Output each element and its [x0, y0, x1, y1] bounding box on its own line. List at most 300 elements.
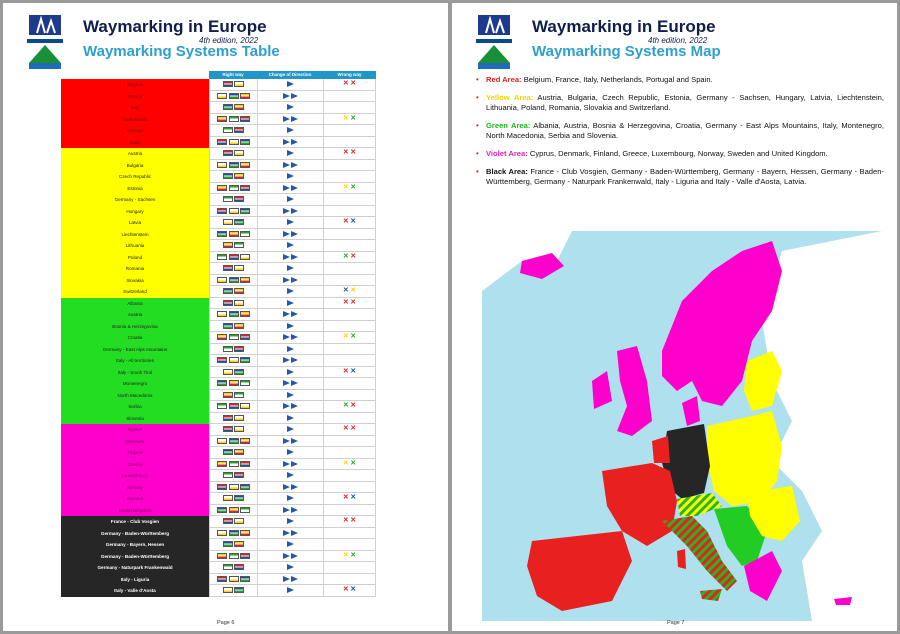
direction-arrow-icon	[291, 438, 298, 444]
waymark-symbol-icon	[240, 484, 250, 490]
direction-arrow-icon	[283, 254, 290, 260]
waymark-symbol-icon	[229, 311, 239, 317]
waymark-symbol-icon	[223, 127, 233, 133]
waymark-symbol-icon	[240, 277, 250, 283]
waymark-symbol-icon	[234, 104, 244, 110]
direction-arrow-icon	[287, 449, 294, 455]
direction-arrow-icon	[291, 277, 298, 283]
wrong-way-cell	[323, 332, 376, 344]
direction-arrow-icon	[291, 162, 298, 168]
country-label: Cyprus	[61, 424, 209, 436]
wrong-way-cell	[323, 447, 376, 459]
change-direction-cell	[257, 137, 323, 149]
waymark-symbol-icon	[229, 208, 239, 214]
waymark-symbol-icon	[240, 93, 250, 99]
waymark-symbol-icon	[234, 242, 244, 248]
waymark-symbol-icon	[223, 242, 233, 248]
waymark-symbol-icon	[223, 426, 233, 432]
country-label: Lithuania	[61, 240, 209, 252]
direction-arrow-icon	[283, 507, 290, 513]
change-direction-cell	[257, 424, 323, 436]
table-row	[61, 148, 376, 160]
wrong-way-cell	[323, 505, 376, 517]
change-direction-cell	[257, 114, 323, 126]
waymark-symbol-icon	[234, 449, 244, 455]
table-row	[61, 263, 376, 275]
waymark-symbol-icon	[223, 323, 233, 329]
table-row	[61, 125, 376, 137]
right-way-cell	[209, 102, 257, 114]
right-way-cell	[209, 91, 257, 103]
direction-arrow-icon	[283, 403, 290, 409]
waymark-symbol-icon	[223, 449, 233, 455]
right-way-cell	[209, 551, 257, 563]
direction-arrow-icon	[291, 311, 298, 317]
country-label: Finland	[61, 447, 209, 459]
wrong-way-cell	[323, 321, 376, 333]
direction-arrow-icon	[283, 334, 290, 340]
direction-arrow-icon	[283, 484, 290, 490]
waymark-symbol-icon	[240, 208, 250, 214]
waymark-symbol-icon	[229, 403, 239, 409]
waymark-symbol-icon	[234, 472, 244, 478]
change-direction-cell	[257, 321, 323, 333]
wrong-way-icon: ✕	[342, 149, 349, 157]
right-way-cell	[209, 137, 257, 149]
direction-arrow-icon	[287, 196, 294, 202]
wrong-way-cell	[323, 470, 376, 482]
waymark-symbol-icon	[240, 139, 250, 145]
direction-arrow-icon	[287, 518, 294, 524]
direction-arrow-icon	[287, 242, 294, 248]
wrong-way-icon: ✕	[342, 333, 349, 341]
wrong-way-icon: ✕	[350, 333, 357, 341]
wrong-way-icon: ✕	[350, 402, 357, 410]
waymark-symbol-icon	[229, 357, 239, 363]
table-row	[61, 424, 376, 436]
right-way-cell	[209, 505, 257, 517]
wrong-way-icon: ✕	[342, 80, 349, 88]
country-label: Albania	[61, 298, 209, 310]
right-way-cell	[209, 183, 257, 195]
legend-item	[476, 121, 884, 141]
country-label: Croatia	[61, 332, 209, 344]
table-row	[61, 91, 376, 103]
direction-arrow-icon	[283, 357, 290, 363]
direction-arrow-icon	[291, 357, 298, 363]
change-direction-cell	[257, 79, 323, 91]
waymark-symbol-icon	[229, 277, 239, 283]
direction-arrow-icon	[283, 576, 290, 582]
country-label: North Macedonia	[61, 390, 209, 402]
waymark-symbol-icon	[240, 116, 250, 122]
waymark-symbol-icon	[223, 219, 233, 225]
legend-item	[476, 75, 884, 85]
wrong-way-cell	[323, 114, 376, 126]
waymark-symbol-icon	[234, 587, 244, 593]
wrong-way-icon: ✕	[342, 425, 349, 433]
waymark-symbol-icon	[240, 185, 250, 191]
waymark-symbol-icon	[240, 162, 250, 168]
direction-arrow-icon	[287, 392, 294, 398]
bullet-icon: •	[476, 149, 479, 158]
change-direction-cell	[257, 252, 323, 264]
waymark-symbol-icon	[240, 334, 250, 340]
wrong-way-cell	[323, 171, 376, 183]
waymark-symbol-icon	[217, 208, 227, 214]
right-way-cell	[209, 194, 257, 206]
wrong-way-cell	[323, 102, 376, 114]
wrong-way-icon: ✕	[342, 494, 349, 502]
wrong-way-cell	[323, 79, 376, 91]
direction-arrow-icon	[291, 254, 298, 260]
direction-arrow-icon	[283, 461, 290, 467]
wrong-way-icon: ✕	[350, 149, 357, 157]
wrong-way-icon: ✕	[342, 551, 349, 559]
wrong-way-cell	[323, 160, 376, 172]
wrong-way-cell	[323, 206, 376, 218]
waymark-symbol-icon	[234, 346, 244, 352]
waymark-symbol-icon	[223, 150, 233, 156]
change-direction-cell	[257, 459, 323, 471]
change-direction-cell	[257, 585, 323, 597]
waymark-symbol-icon	[229, 254, 239, 260]
waymark-symbol-icon	[234, 369, 244, 375]
country-label: Italy	[61, 102, 209, 114]
country-label: France	[61, 91, 209, 103]
change-direction-cell	[257, 470, 323, 482]
direction-arrow-icon	[291, 208, 298, 214]
direction-arrow-icon	[291, 461, 298, 467]
table-row	[61, 79, 376, 91]
change-direction-cell	[257, 171, 323, 183]
bullet-icon: •	[476, 93, 479, 102]
change-direction-cell	[257, 183, 323, 195]
waymark-symbol-icon	[223, 564, 233, 570]
table-row	[61, 413, 376, 425]
page-subtitle: Waymarking Systems Map	[532, 43, 721, 60]
change-direction-cell	[257, 378, 323, 390]
waymark-symbol-icon	[234, 196, 244, 202]
wrong-way-cell	[323, 367, 376, 379]
change-direction-cell	[257, 539, 323, 551]
wrong-way-cell	[323, 516, 376, 528]
waymark-symbol-icon	[217, 162, 227, 168]
right-way-cell	[209, 539, 257, 551]
wrong-way-cell	[323, 424, 376, 436]
waymark-symbol-icon	[240, 530, 250, 536]
waymark-symbol-icon	[217, 185, 227, 191]
country-label: Norway	[61, 482, 209, 494]
header-wrong-way: Wrong way	[337, 72, 362, 77]
wrong-way-cell	[323, 585, 376, 597]
waymark-symbol-icon	[217, 139, 227, 145]
page-6	[3, 3, 448, 631]
direction-arrow-icon	[287, 81, 294, 87]
wrong-way-icon: ✕	[350, 218, 357, 226]
table-row	[61, 114, 376, 126]
wrong-way-cell	[323, 252, 376, 264]
waymark-symbol-icon	[217, 334, 227, 340]
edition-label: 4th edition, 2022	[199, 36, 259, 45]
direction-arrow-icon	[283, 277, 290, 283]
table-row	[61, 171, 376, 183]
wrong-way-icon: ✕	[350, 551, 357, 559]
change-direction-cell	[257, 91, 323, 103]
waymark-symbol-icon	[229, 438, 239, 444]
waymark-symbol-icon	[217, 93, 227, 99]
country-label: Romania	[61, 263, 209, 275]
edition-label: 4th edition, 2022	[648, 36, 708, 45]
wrong-way-cell	[323, 551, 376, 563]
waymark-symbol-icon	[234, 219, 244, 225]
waymark-symbol-icon	[240, 311, 250, 317]
direction-arrow-icon	[287, 288, 294, 294]
country-label: Bulgaria	[61, 160, 209, 172]
waymark-symbol-icon	[234, 518, 244, 524]
page-number: Page 6	[217, 620, 235, 626]
table-row	[61, 539, 376, 551]
table-row	[61, 252, 376, 264]
wrong-way-cell	[323, 344, 376, 356]
waymark-symbol-icon	[229, 507, 239, 513]
direction-arrow-icon	[287, 323, 294, 329]
right-way-cell	[209, 275, 257, 287]
wrong-way-icon: ✕	[342, 218, 349, 226]
country-label: Netherlands	[61, 114, 209, 126]
change-direction-cell	[257, 275, 323, 287]
direction-arrow-icon	[291, 93, 298, 99]
direction-arrow-icon	[291, 484, 298, 490]
table-row	[61, 102, 376, 114]
waymark-symbol-icon	[229, 576, 239, 582]
waymark-symbol-icon	[240, 357, 250, 363]
direction-arrow-icon	[291, 139, 298, 145]
wrong-way-icon: ✕	[342, 183, 349, 191]
waymark-symbol-icon	[229, 116, 239, 122]
right-way-cell	[209, 125, 257, 137]
change-direction-cell	[257, 390, 323, 402]
wrong-way-cell	[323, 562, 376, 574]
change-direction-cell	[257, 102, 323, 114]
table-row	[61, 332, 376, 344]
waymark-symbol-icon	[223, 288, 233, 294]
direction-arrow-icon	[283, 380, 290, 386]
direction-arrow-icon	[287, 495, 294, 501]
waymark-symbol-icon	[240, 231, 250, 237]
right-way-cell	[209, 321, 257, 333]
right-way-cell	[209, 378, 257, 390]
bullet-icon: •	[476, 167, 479, 176]
wrong-way-icon: ✕	[342, 252, 349, 260]
wrong-way-icon: ✕	[350, 298, 357, 306]
wrong-way-cell	[323, 436, 376, 448]
era-logo-icon	[25, 13, 65, 71]
legend-item	[476, 167, 884, 187]
change-direction-cell	[257, 551, 323, 563]
right-way-cell	[209, 459, 257, 471]
right-way-cell	[209, 493, 257, 505]
page-title: Waymarking in Europe	[532, 17, 716, 36]
table-row	[61, 344, 376, 356]
table-row	[61, 286, 376, 298]
direction-arrow-icon	[287, 369, 294, 375]
direction-arrow-icon	[287, 564, 294, 570]
direction-arrow-icon	[287, 265, 294, 271]
table-row	[61, 585, 376, 597]
change-direction-cell	[257, 367, 323, 379]
waymark-symbol-icon	[223, 81, 233, 87]
table-row	[61, 482, 376, 494]
right-way-cell	[209, 332, 257, 344]
country-label: Estonia	[61, 183, 209, 195]
table-row	[61, 447, 376, 459]
waymark-symbol-icon	[223, 300, 233, 306]
direction-arrow-icon	[287, 472, 294, 478]
legend-area-name: Yellow Area:	[486, 93, 534, 102]
table-row	[61, 470, 376, 482]
change-direction-cell	[257, 505, 323, 517]
direction-arrow-icon	[291, 334, 298, 340]
right-way-cell	[209, 344, 257, 356]
country-label: France - Club Vosgien	[61, 516, 209, 528]
waymark-symbol-icon	[240, 403, 250, 409]
country-label: Poland	[61, 252, 209, 264]
direction-arrow-icon	[287, 300, 294, 306]
country-label: Germany - Naturpark Frankenwald	[61, 562, 209, 574]
map-legend	[476, 75, 884, 195]
waymark-symbol-icon	[229, 231, 239, 237]
change-direction-cell	[257, 286, 323, 298]
waymark-symbol-icon	[234, 150, 244, 156]
country-label: Montenegro	[61, 378, 209, 390]
waymark-symbol-icon	[223, 196, 233, 202]
waymark-symbol-icon	[229, 484, 239, 490]
waymark-symbol-icon	[240, 507, 250, 513]
country-label: Italy - All territories	[61, 355, 209, 367]
right-way-cell	[209, 252, 257, 264]
waymark-symbol-icon	[240, 254, 250, 260]
header-change-direction: Change of Direction	[268, 72, 312, 77]
wrong-way-cell	[323, 275, 376, 287]
change-direction-cell	[257, 206, 323, 218]
europe-map	[482, 231, 882, 621]
waymark-symbol-icon	[229, 380, 239, 386]
direction-arrow-icon	[283, 311, 290, 317]
wrong-way-cell	[323, 413, 376, 425]
page-title: Waymarking in Europe	[83, 17, 267, 36]
country-label: Germany - Sachsen	[61, 194, 209, 206]
right-way-cell	[209, 574, 257, 586]
wrong-way-cell	[323, 378, 376, 390]
era-logo-icon	[474, 13, 514, 71]
waymark-symbol-icon	[240, 553, 250, 559]
direction-arrow-icon	[287, 104, 294, 110]
wrong-way-cell	[323, 298, 376, 310]
direction-arrow-icon	[291, 403, 298, 409]
right-way-cell	[209, 390, 257, 402]
country-label: Czech Republic	[61, 171, 209, 183]
country-label: Italy - Valle d'Aosta	[61, 585, 209, 597]
change-direction-cell	[257, 160, 323, 172]
direction-arrow-icon	[283, 93, 290, 99]
wrong-way-cell	[323, 91, 376, 103]
direction-arrow-icon	[291, 576, 298, 582]
country-label: Sweden	[61, 493, 209, 505]
waymark-symbol-icon	[217, 461, 227, 467]
table-row	[61, 137, 376, 149]
header-right-way: Right way	[222, 72, 244, 77]
table-row	[61, 355, 376, 367]
wrong-way-icon: ✕	[350, 287, 357, 295]
wrong-way-icon: ✕	[350, 252, 357, 260]
waymark-symbol-icon	[223, 346, 233, 352]
direction-arrow-icon	[283, 162, 290, 168]
wrong-way-icon: ✕	[350, 586, 357, 594]
wrong-way-icon: ✕	[350, 367, 357, 375]
change-direction-cell	[257, 229, 323, 241]
waymarking-table	[61, 71, 376, 597]
right-way-cell	[209, 528, 257, 540]
table-row	[61, 378, 376, 390]
right-way-cell	[209, 482, 257, 494]
waymark-symbol-icon	[223, 369, 233, 375]
country-label: Latvia	[61, 217, 209, 229]
change-direction-cell	[257, 413, 323, 425]
right-way-cell	[209, 562, 257, 574]
wrong-way-icon: ✕	[342, 298, 349, 306]
table-row	[61, 505, 376, 517]
waymark-symbol-icon	[223, 265, 233, 271]
legend-area-countries: Albania, Austria, Bosnia & Herzegovina, Croatia, Germany - East Alps Mountains, Italy, Montenegro, North Macedonia, Serbia and Slovenia.	[486, 121, 884, 140]
bullet-icon: •	[476, 121, 479, 130]
wrong-way-icon: ✕	[350, 80, 357, 88]
waymark-symbol-icon	[240, 576, 250, 582]
wrong-way-cell	[323, 194, 376, 206]
country-label: Belgium	[61, 79, 209, 91]
table-row	[61, 551, 376, 563]
country-label: Hungary	[61, 206, 209, 218]
table-row	[61, 528, 376, 540]
table-row	[61, 562, 376, 574]
change-direction-cell	[257, 344, 323, 356]
right-way-cell	[209, 114, 257, 126]
change-direction-cell	[257, 125, 323, 137]
direction-arrow-icon	[291, 116, 298, 122]
page-number: Page 7	[667, 620, 685, 626]
table-row	[61, 160, 376, 172]
direction-arrow-icon	[291, 507, 298, 513]
right-way-cell	[209, 148, 257, 160]
table-row	[61, 194, 376, 206]
waymark-symbol-icon	[217, 484, 227, 490]
wrong-way-icon: ✕	[350, 517, 357, 525]
waymark-symbol-icon	[217, 438, 227, 444]
waymark-symbol-icon	[234, 81, 244, 87]
right-way-cell	[209, 171, 257, 183]
country-label: Germany - East Alps mountains	[61, 344, 209, 356]
waymark-symbol-icon	[217, 357, 227, 363]
wrong-way-cell	[323, 217, 376, 229]
wrong-way-cell	[323, 355, 376, 367]
legend-area-countries: Belgium, France, Italy, Netherlands, Portugal and Spain.	[521, 75, 713, 84]
country-label: Spain	[61, 137, 209, 149]
direction-arrow-icon	[287, 127, 294, 133]
waymark-symbol-icon	[240, 380, 250, 386]
right-way-cell	[209, 309, 257, 321]
legend-item	[476, 149, 884, 159]
table-row	[61, 275, 376, 287]
